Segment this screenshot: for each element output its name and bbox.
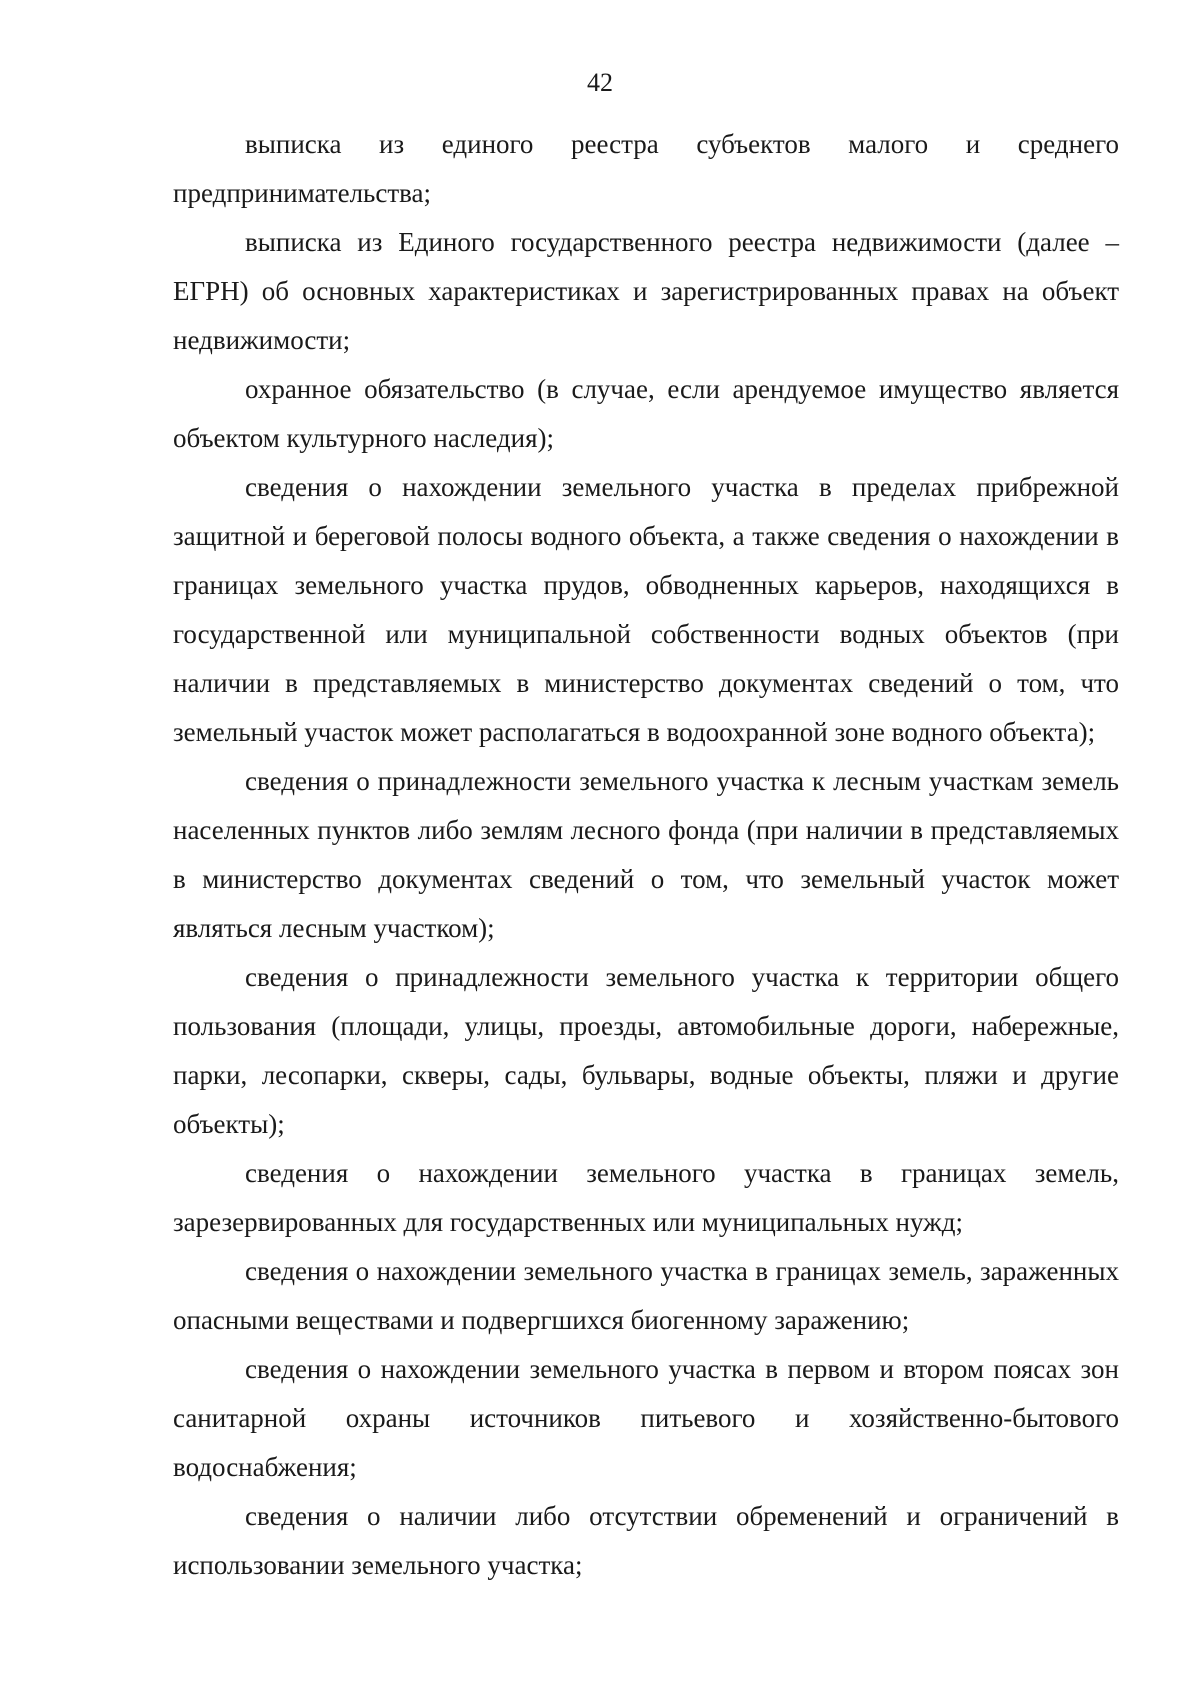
paragraph-encumbrances: сведения о наличии либо отсутствии обременений и ограничений в использовании земельного участка; (173, 1501, 1119, 1580)
paragraph-sanitary-zones: сведения о нахождении земельного участка в первом и втором поясах зон санитарной охраны источников питьевого и хозяйственно-бытового водоснабжения; (173, 1354, 1119, 1482)
paragraph-public-territory: сведения о принадлежности земельного участка к территории общего пользования (площади, улицы, проезды, автомобильные дороги, набережные, парки, лесопарки, скверы, сады, бульвары, водные объекты, пляжи и другие объекты); (173, 962, 1119, 1139)
paragraph-water-protection-zone: сведения о нахождении земельного участка в пределах прибрежной защитной и береговой полосы водного объекта, а также сведения о нахождении в границах земельного участка прудов, обводненных карьеров, находящихся в государственной или муниципальной собственности водных объектов (при наличии в представляемых в министерство документах сведений о том, что земельный участок может располагаться в водоохранной зоне водного объекта); (173, 472, 1119, 747)
paragraph-egrn-extract: выписка из Единого государственного реестра недвижимости (далее – ЕГРН) об основных характеристиках и зарегистрированных правах на объект недвижимости; (173, 227, 1119, 355)
paragraph-reserved-land: сведения о нахождении земельного участка в границах земель, зарезервированных для государственных или муниципальных нужд; (173, 1158, 1119, 1237)
paragraph-protection-obligation: охранное обязательство (в случае, если арендуемое имущество является объектом культурного наследия); (173, 374, 1119, 453)
paragraph-forest-land: сведения о принадлежности земельного участка к лесным участкам земель населенных пунктов либо землям лесного фонда (при наличии в представляемых в министерство документах сведений о том, что земельный участок может являться лесным участком); (173, 766, 1119, 943)
paragraph-msp-registry-extract: выписка из единого реестра субъектов малого и среднего предпринимательства; (173, 129, 1119, 208)
document-body (173, 120, 1119, 1590)
paragraph-contaminated-land: сведения о нахождении земельного участка в границах земель, зараженных опасными веществами и подвергшихся биогенному заражению; (173, 1256, 1119, 1335)
page-number: 42 (587, 68, 613, 97)
